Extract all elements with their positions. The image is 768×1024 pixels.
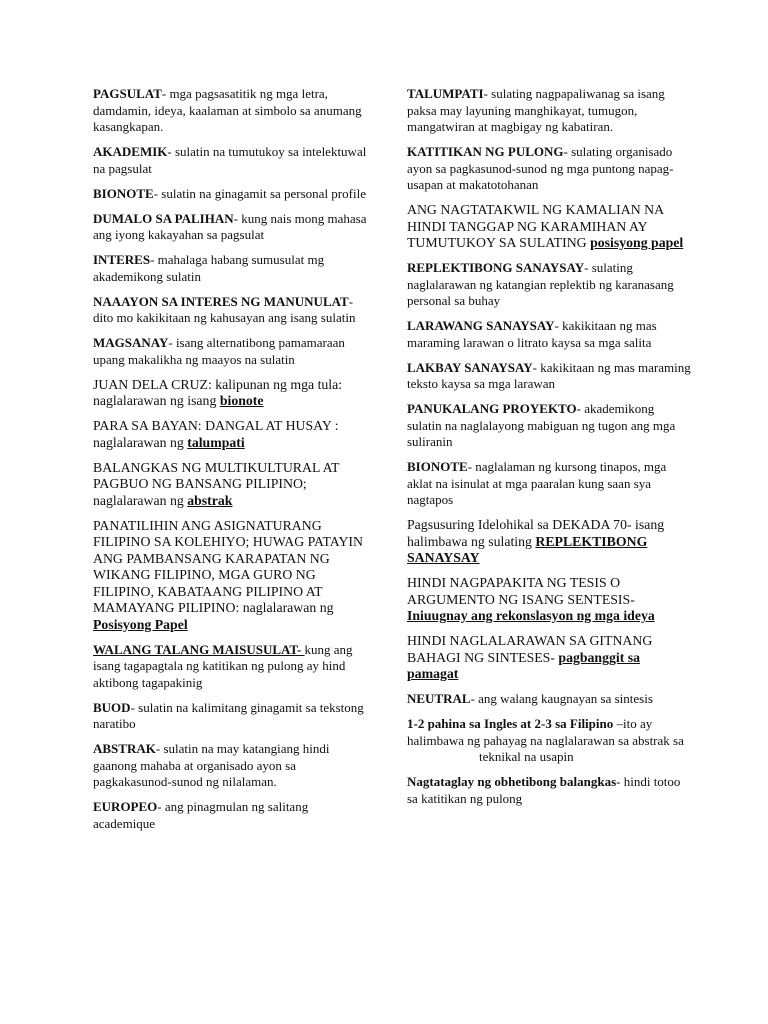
glossary-entry: [407, 401, 692, 451]
entry-term: TALUMPATI: [407, 86, 484, 101]
entry-definition: - sulating nagpapaliwanag sa isang paksa may layuning manghikayat, tumugon, mangatwiran at magbigay ng kabatiran.: [407, 86, 665, 134]
glossary-entry: [93, 700, 369, 733]
entry-text: Pagsusuring Idelohikal sa DEKADA 70- isang halimbawa ng sulating: [407, 517, 665, 549]
entry-definition: - kakikitaan ng mas maraming larawan o litrato kaysa sa mga salita: [407, 318, 657, 350]
glossary-entry: [93, 335, 369, 368]
entry-definition: - mahalaga habang sumusulat mg akademikong sulatin: [93, 252, 325, 284]
glossary-entry: [93, 741, 369, 791]
glossary-entry: [407, 202, 692, 252]
entry-term: PAGSULAT: [93, 86, 162, 101]
glossary-entry: [407, 318, 692, 351]
entry-answer: posisyong papel: [590, 235, 684, 250]
entry-answer: REPLEKTIBONG SANAYSAY: [407, 533, 648, 565]
entry-term: INTERES: [93, 252, 151, 267]
entry-definition: - kung nais mong mahasa ang iyong kakayahan sa pagsulat: [93, 210, 367, 242]
entry-definition: - kakikitaan ng mas maraming teksto kaysa sa mga larawan: [407, 359, 691, 391]
entry-term: BIONOTE: [93, 185, 154, 201]
entry-term: KATITIKAN NG PULONG: [407, 144, 564, 159]
entry-definition: - dito mo kakikitaan ng kahusayan ang isang sulatin: [93, 293, 356, 325]
entry-definition: - mga pagsasatitik ng mga letra, damdamin, ideya, kaalaman at simbolo sa anumang kasangkapan.: [93, 86, 362, 134]
entry-term: REPLEKTIBONG SANAYSAY: [407, 260, 585, 275]
glossary-entry: [93, 518, 369, 634]
glossary-entry: [407, 691, 692, 708]
entry-definition: –ito ay halimbawa ng pahayag na naglalarawan sa abstrak sa: [407, 716, 684, 748]
entry-definition: - akademikong sulatin na naglalayong mabiguan ng tugon ang mga suliranin: [407, 401, 676, 449]
entry-term: NAAAYON SA INTERES NG MANUNULAT: [93, 293, 349, 309]
entry-term: DUMALO SA PALIHAN: [93, 210, 234, 226]
entry-term: BUOD: [93, 699, 131, 715]
entry-text: JUAN DELA CRUZ: kalipunan ng mga tula: naglalarawan ng isang: [93, 376, 343, 408]
glossary-entry: [93, 252, 369, 285]
entry-definition: - naglalaman ng kursong tinapos, mga aklat na isinulat at mga paaralan kung saan sya nagtapos: [407, 459, 667, 507]
glossary-entry: [407, 633, 692, 683]
right-column: [407, 86, 692, 816]
entry-definition: - ang walang kaugnayan sa sintesis: [470, 691, 653, 706]
glossary-entry: [93, 186, 369, 203]
glossary-entry: [407, 144, 692, 194]
entry-term: ABSTRAK: [93, 741, 156, 756]
entry-answer: Posisyong Papel: [93, 616, 188, 632]
entry-term: LAKBAY SANAYSAY: [407, 359, 533, 375]
glossary-entry: [93, 144, 369, 177]
entry-definition: - sulating naglalarawan ng katangian replektib ng karanasang personal sa buhay: [407, 260, 674, 308]
glossary-entry: [407, 575, 692, 625]
entry-definition: - sulating organisado ayon sa pagkasunod-sunod ng mga puntong napag-usapan at makatotohanan: [407, 144, 674, 192]
entry-text: BALANGKAS NG MULTIKULTURAL AT PAGBUO NG BANSANG PILIPINO; naglalarawan ng: [93, 459, 340, 508]
glossary-entry: [93, 418, 369, 451]
entry-term: MAGSANAY: [93, 335, 169, 350]
entry-term: 1-2 pahina sa Ingles at 2-3 sa Filipino: [407, 716, 614, 731]
entry-text: PANATILIHIN ANG ASIGNATURANG FILIPINO SA KOLEHIYO; HUWAG PATAYIN ANG PAMBANSANG KARAPATAN NG WIKANG FILIPINO, MGA GURO NG FILIPINO, KABATAANG PILIPINO AT MAMAYANG PILIPINO: naglalarawan ng: [93, 517, 363, 615]
glossary-entry: [407, 459, 692, 509]
glossary-entry: [407, 774, 692, 807]
entry-answer: bionote: [219, 393, 264, 408]
entry-answer: pagbanggit sa pamagat: [407, 649, 641, 681]
entry-term: LARAWANG SANAYSAY: [407, 318, 555, 333]
entry-definition: kung ang isang tagapagtala ng katitikan ng pulong ay hind aktibong tagapakinig: [93, 641, 353, 690]
entry-answer: Iniuugnay ang rekonslasyon ng mga ideya: [407, 608, 655, 623]
entry-term: NEUTRAL: [407, 691, 471, 706]
entry-text: HINDI NAGLALARAWAN SA GITNANG BAHAGI NG SINTESES-: [407, 633, 653, 665]
entry-term: PANUKALANG PROYEKTO: [407, 401, 577, 416]
entry-term: EUROPEO: [93, 799, 158, 814]
entry-continuation: teknikal na usapin: [479, 749, 574, 764]
entry-definition: - sulatin na tumutukoy sa intelektuwal na pagsulat: [93, 144, 367, 176]
glossary-entry: [93, 460, 369, 510]
entry-definition: - sulatin na may katangiang hindi gaanong mahaba at organisado ayon sa pagkakasunod-sunod ng nilalaman.: [93, 741, 330, 789]
glossary-entry: [93, 211, 369, 244]
glossary-entry: [407, 360, 692, 393]
glossary-entry: [93, 642, 369, 692]
entry-definition: - hindi totoo sa katitikan ng pulong: [407, 774, 681, 806]
entry-definition: - isang alternatibong pamamaraan upang makalikha ng maayos na sulatin: [93, 335, 345, 367]
entry-text: PARA SA BAYAN: DANGAL AT HUSAY : naglalarawan ng: [93, 418, 339, 450]
entry-definition: - sulatin na ginagamit sa personal profile: [153, 185, 366, 201]
glossary-entry: [93, 799, 369, 832]
entry-answer: abstrak: [187, 492, 233, 508]
entry-text: HINDI NAGPAPAKITA NG TESIS O ARGUMENTO NG ISANG SENTESIS-: [407, 575, 635, 607]
entry-term: Nagtataglay ng obhetibong balangkas: [407, 774, 617, 789]
left-column: [93, 86, 369, 841]
glossary-entry: [93, 377, 369, 410]
entry-definition: - sulatin na kalimitang ginagamit sa tekstong naratibo: [93, 699, 364, 731]
entry-definition: - ang pinagmulan ng salitang academique: [93, 799, 309, 831]
glossary-entry: [93, 294, 369, 327]
glossary-entry: [407, 86, 692, 136]
entry-term: BIONOTE: [407, 459, 468, 474]
glossary-entry: [93, 86, 369, 136]
entry-term: AKADEMIK: [93, 144, 168, 159]
glossary-entry: [407, 517, 692, 567]
entry-answer: talumpati: [187, 434, 245, 450]
glossary-entry: [407, 716, 692, 766]
entry-term: WALANG TALANG MAISUSULAT-: [93, 641, 305, 657]
entry-text: ANG NAGTATAKWIL NG KAMALIAN NA HINDI TANGGAP NG KARAMIHAN AY TUMUTUKOY SA SULATING: [407, 202, 664, 250]
glossary-entry: [407, 260, 692, 310]
